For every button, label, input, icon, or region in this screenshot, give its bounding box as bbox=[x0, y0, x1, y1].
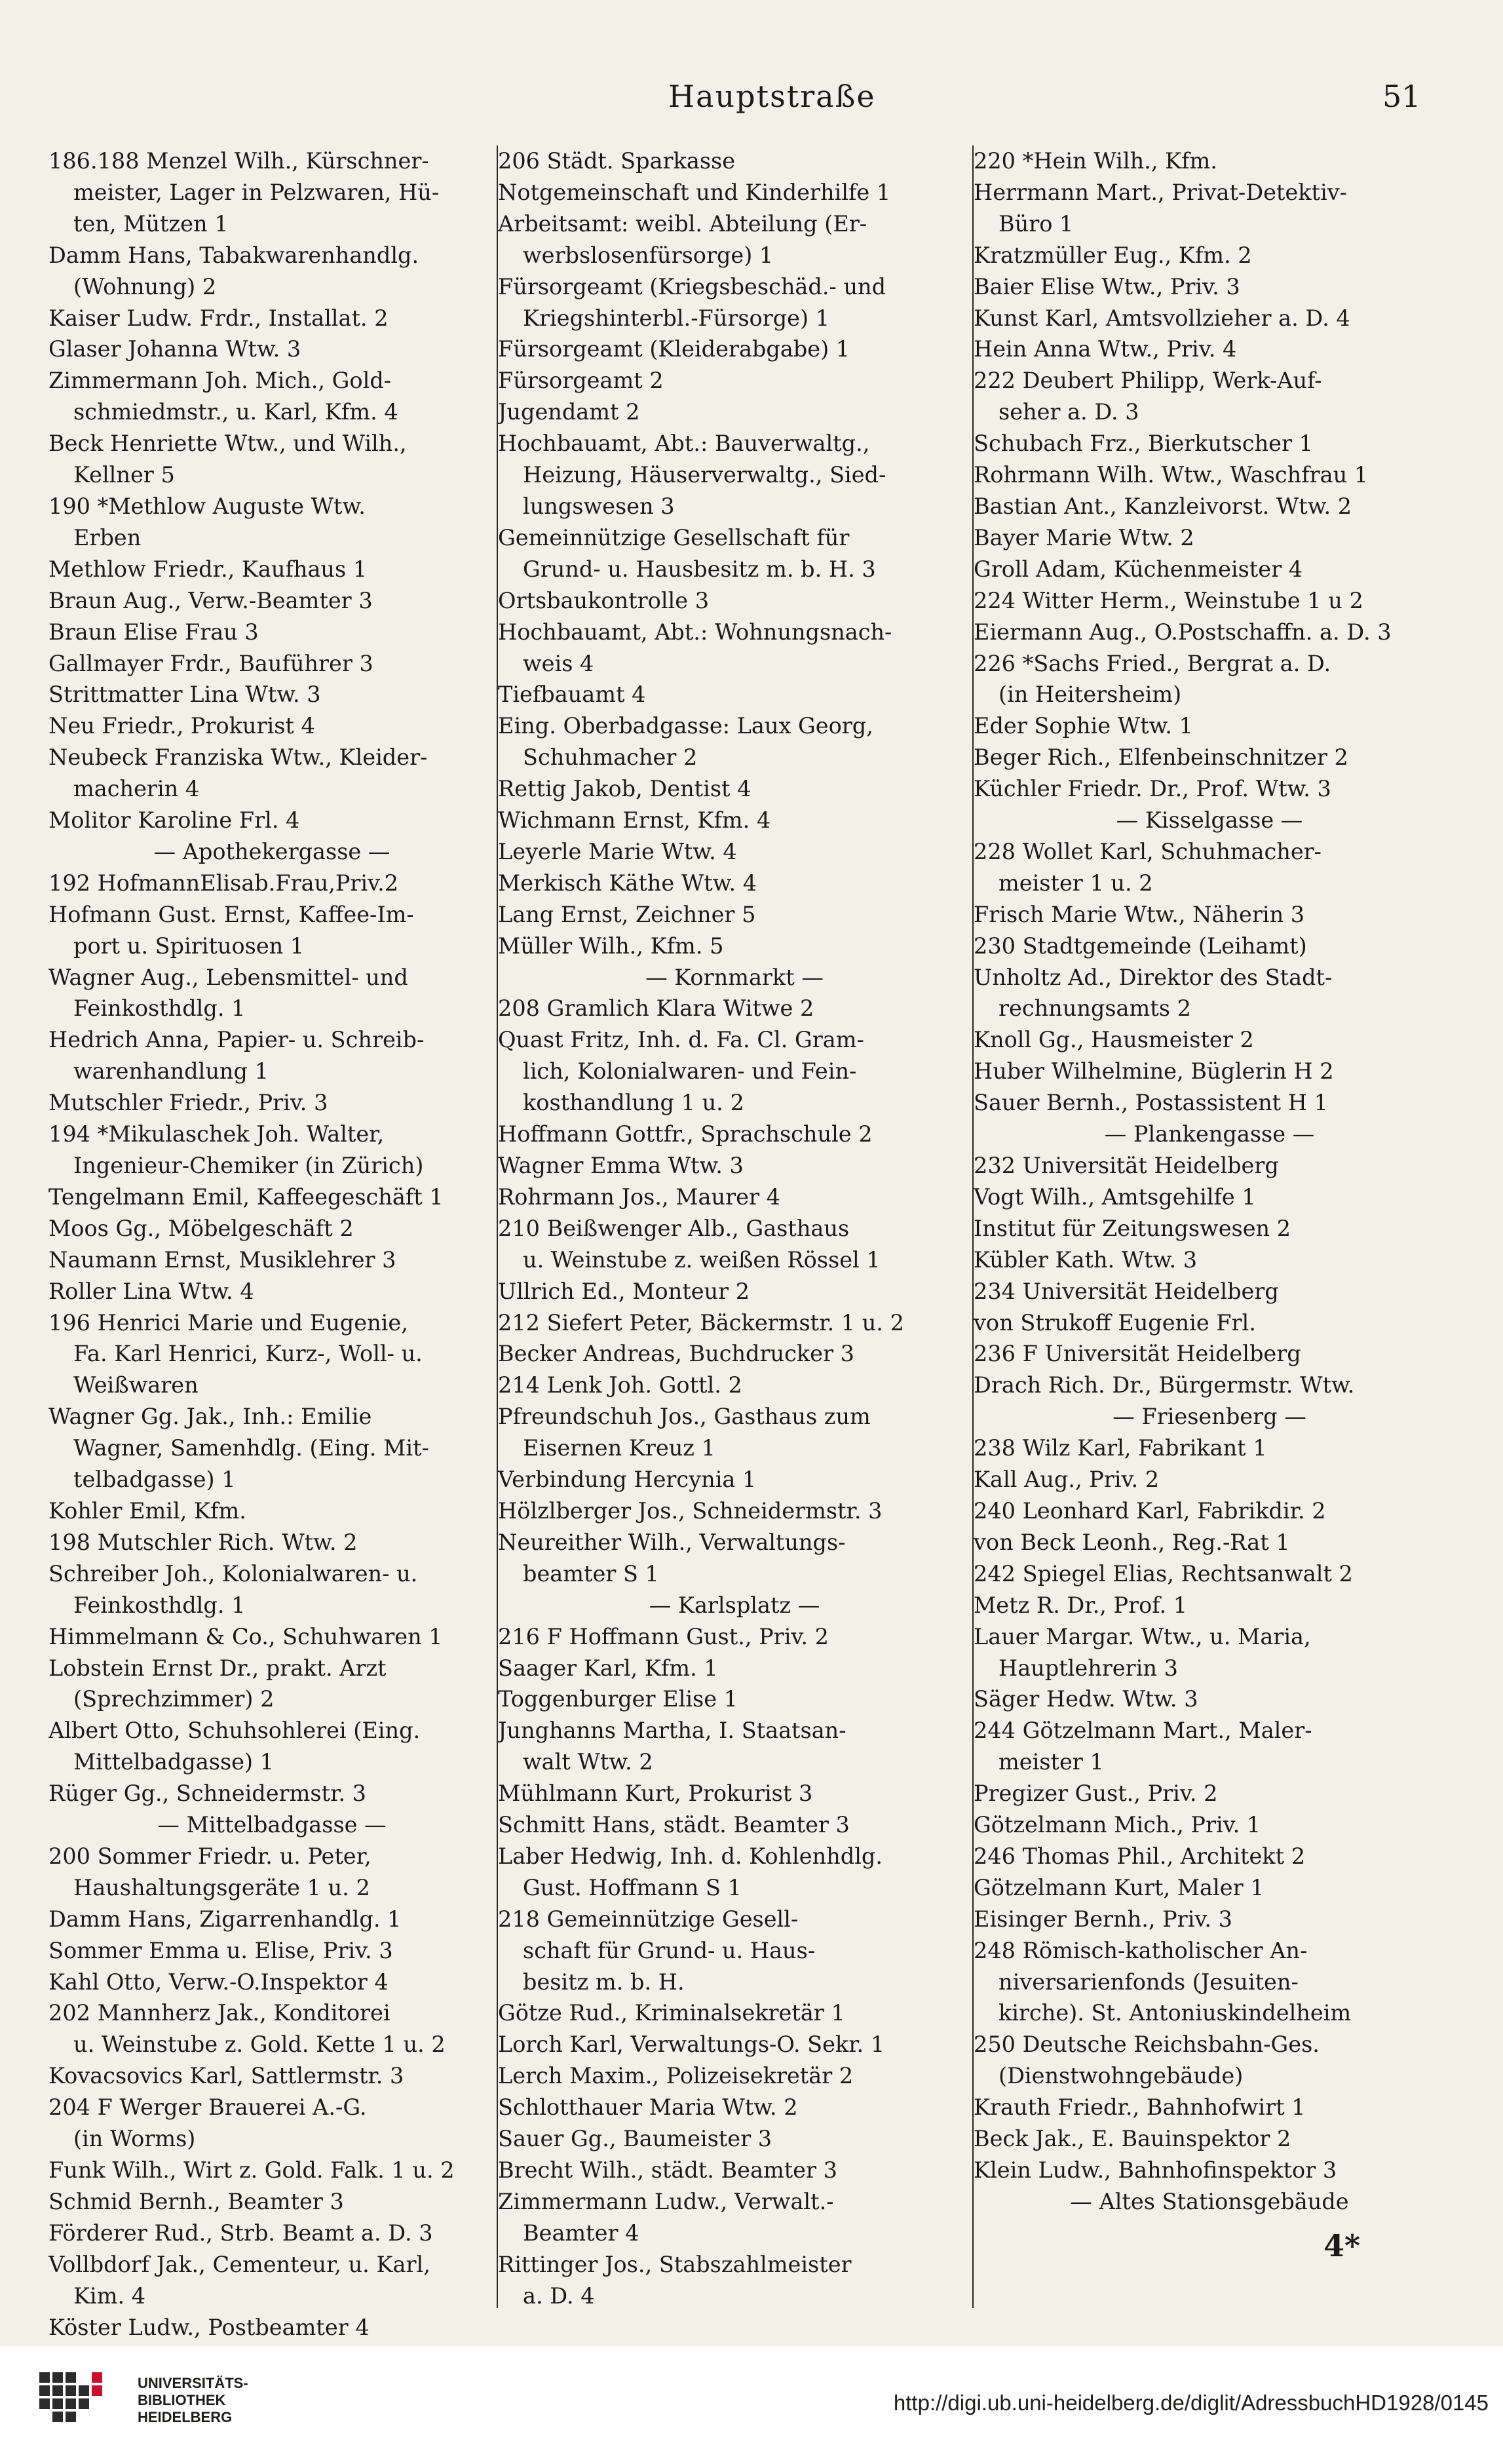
directory-entry: 196 Henrici Marie und Eugenie, bbox=[48, 1309, 408, 1336]
directory-entry: Funk Wilh., Wirt z. Gold. Falk. 1 u. 2 bbox=[48, 2157, 455, 2183]
directory-entry: Ingenieur-Chemiker (in Zürich) bbox=[73, 1153, 424, 1178]
directory-entry: Hauptlehrerin 3 bbox=[999, 1655, 1178, 1681]
directory-entry: rechnungsamts 2 bbox=[999, 995, 1191, 1022]
directory-column-3 bbox=[974, 145, 1445, 2308]
directory-entry: Fürsorgeamt (Kleiderabgabe) 1 bbox=[498, 336, 850, 362]
directory-entry: Kohler Emil, Kfm. bbox=[48, 1497, 246, 1524]
directory-entry: Eisernen Kreuz 1 bbox=[523, 1435, 715, 1461]
directory-entry: weis 4 bbox=[523, 650, 594, 676]
directory-entry: niversarienfonds (Jesuiten- bbox=[999, 1969, 1299, 1995]
directory-entry: kirche). St. Antoniuskindelheim bbox=[999, 2000, 1352, 2026]
directory-entry: Arbeitsamt: weibl. Abteilung (Er- bbox=[498, 210, 867, 237]
directory-entry: Beger Rich., Elfenbeinschnitzer 2 bbox=[974, 744, 1348, 771]
directory-entry: Köster Ludw., Postbeamter 4 bbox=[48, 2314, 370, 2340]
directory-entry: 236 F Universität Heidelberg bbox=[974, 1341, 1301, 1367]
directory-entry: Bayer Marie Wtw. 2 bbox=[974, 524, 1194, 550]
directory-entry: Rettig Jakob, Dentist 4 bbox=[498, 776, 752, 802]
street-heading: — Plankengasse — bbox=[1104, 1121, 1315, 1147]
directory-entry: Wagner Aug., Lebensmittel- und bbox=[48, 964, 408, 990]
directory-entry: (Dienstwohngebäude) bbox=[999, 2063, 1244, 2089]
directory-entry: 194 *Mikulaschek Joh. Walter, bbox=[48, 1121, 385, 1147]
directory-entry: Lerch Maxim., Polizeisekretär 2 bbox=[498, 2063, 854, 2089]
library-logo-icon bbox=[26, 2359, 131, 2438]
directory-entry: Eing. Oberbadgasse: Laux Georg, bbox=[498, 713, 873, 739]
directory-entry: Götzelmann Mich., Priv. 1 bbox=[974, 1812, 1261, 1838]
directory-entry: meister 1 u. 2 bbox=[999, 870, 1153, 896]
directory-entry: Ullrich Ed., Monteur 2 bbox=[498, 1278, 750, 1304]
directory-entry: Gemeinnützige Gesellschaft für bbox=[498, 524, 850, 550]
street-heading: — Kornmarkt — bbox=[645, 964, 824, 990]
directory-entry: Brecht Wilh., städt. Beamter 3 bbox=[498, 2157, 837, 2183]
directory-entry: Braun Elise Frau 3 bbox=[48, 619, 259, 645]
directory-entry: Gallmayer Frdr., Bauführer 3 bbox=[48, 650, 373, 676]
directory-entry: 192 HofmannElisab.Frau,Priv.2 bbox=[48, 870, 399, 896]
directory-entry: 198 Mutschler Rich. Wtw. 2 bbox=[48, 1529, 358, 1555]
directory-entry: Beck Henriette Wtw., und Wilh., bbox=[48, 431, 407, 457]
directory-entry: Wagner Gg. Jak., Inh.: Emilie bbox=[48, 1404, 372, 1430]
directory-entry: meister, Lager in Pelzwaren, Hü- bbox=[73, 179, 440, 205]
directory-entry: 216 F Hoffmann Gust., Priv. 2 bbox=[498, 1623, 829, 1649]
directory-entry: Groll Adam, Küchenmeister 4 bbox=[974, 556, 1303, 582]
directory-entry: Kratzmüller Eug., Kfm. 2 bbox=[974, 242, 1252, 268]
directory-entry: Hölzlberger Jos., Schneidermstr. 3 bbox=[498, 1497, 883, 1524]
directory-entry: Zimmermann Joh. Mich., Gold- bbox=[48, 368, 392, 394]
directory-entry: Laber Hedwig, Inh. d. Kohlenhdlg. bbox=[498, 1843, 883, 1869]
directory-entry: von Beck Leonh., Reg.-Rat 1 bbox=[974, 1529, 1290, 1555]
directory-entry: Kriegshinterbl.-Fürsorge) 1 bbox=[523, 305, 830, 331]
directory-entry: Eder Sophie Wtw. 1 bbox=[974, 713, 1193, 739]
directory-entry: lich, Kolonialwaren- und Fein- bbox=[523, 1058, 857, 1085]
directory-entry: (Sprechzimmer) 2 bbox=[73, 1686, 275, 1712]
directory-entry: Wagner Emma Wtw. 3 bbox=[498, 1153, 744, 1178]
street-heading: — Apothekergasse — bbox=[153, 838, 390, 864]
directory-entry: 238 Wilz Karl, Fabrikant 1 bbox=[974, 1435, 1267, 1461]
directory-entry: Mutschler Friedr., Priv. 3 bbox=[48, 1090, 328, 1116]
street-heading: — Mittelbadgasse — bbox=[157, 1812, 387, 1838]
directory-entry: Kellner 5 bbox=[73, 462, 175, 488]
street-heading: — Kisselgasse — bbox=[1116, 807, 1303, 834]
directory-entry: Verbindung Hercynia 1 bbox=[498, 1467, 757, 1493]
directory-entry: Damm Hans, Tabakwarenhandlg. bbox=[48, 242, 419, 268]
directory-entry: Rüger Gg., Schneidermstr. 3 bbox=[48, 1781, 366, 1807]
directory-entry: Ortsbaukontrolle 3 bbox=[498, 587, 710, 613]
directory-entry: Pfreundschuh Jos., Gasthaus zum bbox=[498, 1404, 871, 1430]
directory-entry: Heizung, Häuserverwaltg., Sied- bbox=[523, 462, 886, 488]
directory-entry: Rohrmann Wilh. Wtw., Waschfrau 1 bbox=[974, 462, 1369, 488]
directory-entry: 230 Stadtgemeinde (Leihamt) bbox=[974, 933, 1307, 959]
directory-entry: Schmid Bernh., Beamter 3 bbox=[48, 2188, 344, 2214]
directory-entry: 190 *Methlow Auguste Wtw. bbox=[48, 493, 366, 519]
directory-entry: Beck Jak., E. Bauinspektor 2 bbox=[974, 2126, 1291, 2152]
directory-entry: Hein Anna Wtw., Priv. 4 bbox=[974, 336, 1237, 362]
directory-entry: Tiefbauamt 4 bbox=[498, 682, 646, 708]
directory-entry: schmiedmstr., u. Karl, Kfm. 4 bbox=[73, 399, 398, 425]
directory-column-2 bbox=[498, 145, 971, 2308]
directory-entry: Jugendamt 2 bbox=[498, 399, 640, 425]
directory-entry: Grund- u. Hausbesitz m. b. H. 3 bbox=[523, 556, 876, 582]
directory-entry: 242 Spiegel Elias, Rechtsanwalt 2 bbox=[974, 1560, 1353, 1587]
directory-entry: 210 Beißwenger Alb., Gasthaus bbox=[498, 1215, 850, 1241]
directory-entry: Frisch Marie Wtw., Näherin 3 bbox=[974, 901, 1305, 927]
directory-entry: Bastian Ant., Kanzleivorst. Wtw. 2 bbox=[974, 493, 1352, 519]
directory-entry: Naumann Ernst, Musiklehrer 3 bbox=[48, 1246, 396, 1273]
directory-entry: walt Wtw. 2 bbox=[523, 1749, 653, 1775]
directory-entry: Albert Otto, Schuhsohlerei (Eing. bbox=[48, 1718, 421, 1744]
directory-entry: Klein Ludw., Bahnhofinspektor 3 bbox=[974, 2157, 1337, 2183]
directory-entry: Fürsorgeamt (Kriegsbeschäd.- und bbox=[498, 273, 886, 299]
street-heading: — Friesenberg — bbox=[1113, 1404, 1306, 1430]
directory-entry: 234 Universität Heidelberg bbox=[974, 1278, 1279, 1304]
directory-entry: Feinkosthdlg. 1 bbox=[73, 1592, 246, 1618]
directory-entry: 240 Leonhard Karl, Fabrikdir. 2 bbox=[974, 1497, 1326, 1524]
directory-entry: Haushaltungsgeräte 1 u. 2 bbox=[73, 1874, 370, 1900]
directory-entry: warenhandlung 1 bbox=[73, 1058, 269, 1085]
directory-entry: Kahl Otto, Verw.-O.Inspektor 4 bbox=[48, 1969, 389, 1995]
source-url[interactable]: http://digi.ub.uni-heidelberg.de/diglit/AdressbuchHD1928/0145 bbox=[893, 2391, 1489, 2415]
directory-entry: 248 Römisch-katholischer An- bbox=[974, 1937, 1308, 1963]
directory-entry: Rohrmann Jos., Maurer 4 bbox=[498, 1184, 780, 1210]
directory-entry: Rittinger Jos., Stabszahlmeister bbox=[498, 2251, 852, 2277]
directory-entry: meister 1 bbox=[999, 1749, 1104, 1775]
directory-entry: von Strukoff Eugenie Frl. bbox=[974, 1309, 1256, 1336]
directory-entry: Förderer Rud., Strb. Beamt a. D. 3 bbox=[48, 2220, 433, 2246]
directory-entry: Schreiber Joh., Kolonialwaren- u. bbox=[48, 1560, 418, 1587]
directory-entry: Zimmermann Ludw., Verwalt.- bbox=[498, 2188, 834, 2214]
directory-entry: 244 Götzelmann Mart., Maler- bbox=[974, 1718, 1312, 1744]
directory-entry: (Wohnung) 2 bbox=[73, 273, 217, 299]
directory-entry: Molitor Karoline Frl. 4 bbox=[48, 807, 300, 834]
directory-entry: Himmelmann & Co., Schuhwaren 1 bbox=[48, 1623, 443, 1649]
directory-entry: besitz m. b. H. bbox=[523, 1969, 685, 1995]
directory-entry: beamter S 1 bbox=[523, 1560, 659, 1587]
directory-entry: Quast Fritz, Inh. d. Fa. Cl. Gram- bbox=[498, 1027, 864, 1053]
directory-entry: Damm Hans, Zigarrenhandlg. 1 bbox=[48, 1906, 402, 1932]
street-heading: — Altes Stationsgebäude bbox=[1070, 2188, 1349, 2214]
directory-entry: Strittmatter Lina Wtw. 3 bbox=[48, 682, 321, 708]
directory-entry: Eisinger Bernh., Priv. 3 bbox=[974, 1906, 1232, 1932]
directory-entry: 204 F Werger Brauerei A.-G. bbox=[48, 2094, 367, 2121]
directory-entry: 218 Gemeinnützige Gesell- bbox=[498, 1906, 799, 1932]
directory-entry: Roller Lina Wtw. 4 bbox=[48, 1278, 254, 1304]
directory-entry: 224 Witter Herm., Weinstube 1 u 2 bbox=[974, 587, 1363, 613]
directory-entry: Säger Hedw. Wtw. 3 bbox=[974, 1686, 1198, 1712]
directory-entry: Hedrich Anna, Papier- u. Schreib- bbox=[48, 1027, 425, 1053]
running-head: Hauptstraße bbox=[668, 79, 876, 114]
page-number: 51 bbox=[1382, 79, 1421, 114]
directory-entry: Herrmann Mart., Privat-Detektiv- bbox=[974, 179, 1347, 205]
directory-entry: 250 Deutsche Reichsbahn-Ges. bbox=[974, 2031, 1320, 2058]
directory-entry: Sommer Emma u. Elise, Priv. 3 bbox=[48, 1937, 393, 1963]
directory-entry: Kovacsovics Karl, Sattlermstr. 3 bbox=[48, 2063, 404, 2089]
directory-entry: Methlow Friedr., Kaufhaus 1 bbox=[48, 556, 368, 582]
directory-entry: Drach Rich. Dr., Bürgermstr. Wtw. bbox=[974, 1372, 1355, 1398]
page-header bbox=[0, 79, 1503, 131]
directory-entry: Mittelbadgasse) 1 bbox=[73, 1749, 274, 1775]
directory-entry: a. D. 4 bbox=[523, 2282, 595, 2309]
directory-entry: Kim. 4 bbox=[73, 2282, 146, 2309]
directory-entry: Küchler Friedr. Dr., Prof. Wtw. 3 bbox=[974, 776, 1331, 802]
library-name-line: BIBLIOTHEK bbox=[138, 2392, 226, 2408]
directory-entry: Neubeck Franziska Wtw., Kleider- bbox=[48, 744, 428, 771]
directory-entry: kosthandlung 1 u. 2 bbox=[523, 1090, 744, 1116]
directory-entry: (in Heitersheim) bbox=[999, 682, 1182, 708]
directory-entry: Vollbdorf Jak., Cementeur, u. Karl, bbox=[48, 2251, 430, 2277]
directory-entry: port u. Spirituosen 1 bbox=[73, 933, 305, 959]
directory-entry: Kall Aug., Priv. 2 bbox=[974, 1467, 1160, 1493]
directory-entry: Beamter 4 bbox=[523, 2220, 639, 2246]
directory-entry: seher a. D. 3 bbox=[999, 399, 1139, 425]
directory-entry: Götze Rud., Kriminalsekretär 1 bbox=[498, 2000, 845, 2026]
directory-entry: Lauer Margar. Wtw., u. Maria, bbox=[974, 1623, 1311, 1649]
directory-entry: Unholtz Ad., Direktor des Stadt- bbox=[974, 964, 1333, 990]
directory-entry: Becker Andreas, Buchdrucker 3 bbox=[498, 1341, 854, 1367]
directory-entry: Fürsorgeamt 2 bbox=[498, 368, 664, 394]
directory-entry: 206 Städt. Sparkasse bbox=[498, 148, 736, 174]
directory-entry: Knoll Gg., Hausmeister 2 bbox=[974, 1027, 1254, 1053]
directory-entry: Lang Ernst, Zeichner 5 bbox=[498, 901, 756, 927]
directory-entry: Krauth Friedr., Bahnhofwirt 1 bbox=[974, 2094, 1306, 2121]
directory-entry: Wichmann Ernst, Kfm. 4 bbox=[498, 807, 771, 834]
directory-entry: lungswesen 3 bbox=[523, 493, 675, 519]
directory-entry: Hoffmann Gottfr., Sprachschule 2 bbox=[498, 1121, 873, 1147]
directory-entry: Müller Wilh., Kfm. 5 bbox=[498, 933, 724, 959]
directory-entry: Baier Elise Wtw., Priv. 3 bbox=[974, 273, 1240, 299]
library-name bbox=[138, 2375, 248, 2426]
directory-entry: Braun Aug., Verw.-Beamter 3 bbox=[48, 587, 373, 613]
directory-entry: ten, Mützen 1 bbox=[73, 210, 229, 237]
library-name-line: HEIDELBERG bbox=[138, 2409, 233, 2425]
directory-entry: Hochbauamt, Abt.: Wohnungsnach- bbox=[498, 619, 892, 645]
directory-entry: Tengelmann Emil, Kaffeegeschäft 1 bbox=[48, 1184, 444, 1210]
directory-entry: werbslosenfürsorge) 1 bbox=[523, 242, 774, 268]
directory-entry: Wagner, Samenhdlg. (Eing. Mit- bbox=[73, 1435, 429, 1461]
directory-entry: (in Worms) bbox=[73, 2126, 196, 2152]
directory-entry: Metz R. Dr., Prof. 1 bbox=[974, 1592, 1188, 1618]
footer-bar bbox=[0, 2346, 1503, 2464]
directory-entry: 222 Deubert Philipp, Werk-Auf- bbox=[974, 368, 1322, 394]
directory-entry: macherin 4 bbox=[73, 776, 200, 802]
directory-entry: Kübler Kath. Wtw. 3 bbox=[974, 1246, 1198, 1273]
directory-entry: Neureither Wilh., Verwaltungs- bbox=[498, 1529, 846, 1555]
directory-entry: Leyerle Marie Wtw. 4 bbox=[498, 838, 737, 864]
directory-entry: 212 Siefert Peter, Bäckermstr. 1 u. 2 bbox=[498, 1309, 904, 1336]
directory-entry: 214 Lenk Joh. Gottl. 2 bbox=[498, 1372, 742, 1398]
directory-entry: 220 *Hein Wilh., Kfm. bbox=[974, 148, 1217, 174]
directory-entry: Schubach Frz., Bierkutscher 1 bbox=[974, 431, 1313, 457]
library-name-line: UNIVERSITÄTS- bbox=[138, 2375, 248, 2391]
directory-entry: 186.188 Menzel Wilh., Kürschner- bbox=[48, 148, 429, 174]
directory-entry: Fa. Karl Henrici, Kurz-, Woll- u. bbox=[73, 1341, 423, 1367]
directory-entry: Kaiser Ludw. Frdr., Installat. 2 bbox=[48, 305, 389, 331]
directory-entry: Hochbauamt, Abt.: Bauverwaltg., bbox=[498, 431, 870, 457]
directory-entry: Erben bbox=[73, 524, 142, 550]
directory-entry: Gust. Hoffmann S 1 bbox=[523, 1874, 742, 1900]
directory-entry: Büro 1 bbox=[999, 210, 1074, 237]
street-heading: — Karlsplatz — bbox=[649, 1592, 820, 1618]
directory-entry: Kunst Karl, Amtsvollzieher a. D. 4 bbox=[974, 305, 1350, 331]
directory-entry: Feinkosthdlg. 1 bbox=[73, 995, 246, 1022]
directory-entry: Institut für Zeitungswesen 2 bbox=[974, 1215, 1291, 1241]
directory-entry: Toggenburger Elise 1 bbox=[498, 1686, 738, 1712]
directory-entry: 232 Universität Heidelberg bbox=[974, 1153, 1279, 1178]
directory-entry: Schlotthauer Maria Wtw. 2 bbox=[498, 2094, 798, 2121]
directory-entry: Weißwaren bbox=[73, 1372, 199, 1398]
directory-column-1 bbox=[48, 145, 495, 2340]
directory-entry: Sauer Bernh., Postassistent H 1 bbox=[974, 1090, 1328, 1116]
directory-entry: Eiermann Aug., O.Postschaffn. a. D. 3 bbox=[974, 619, 1392, 645]
directory-entry: u. Weinstube z. Gold. Kette 1 u. 2 bbox=[73, 2031, 446, 2058]
directory-entry: Moos Gg., Möbelgeschäft 2 bbox=[48, 1215, 354, 1241]
directory-entry: Lobstein Ernst Dr., prakt. Arzt bbox=[48, 1655, 387, 1681]
directory-entry: Sauer Gg., Baumeister 3 bbox=[498, 2126, 772, 2152]
directory-entry: Saager Karl, Kfm. 1 bbox=[498, 1655, 718, 1681]
directory-entry: Neu Friedr., Prokurist 4 bbox=[48, 713, 315, 739]
directory-entry: Schuhmacher 2 bbox=[523, 744, 698, 771]
directory-entry: Lorch Karl, Verwaltungs-O. Sekr. 1 bbox=[498, 2031, 885, 2058]
directory-entry: 246 Thomas Phil., Architekt 2 bbox=[974, 1843, 1306, 1869]
directory-entry: Hofmann Gust. Ernst, Kaffee-Im- bbox=[48, 901, 414, 927]
directory-entry: 202 Mannherz Jak., Konditorei bbox=[48, 2000, 390, 2026]
directory-entry: 228 Wollet Karl, Schuhmacher- bbox=[974, 838, 1322, 864]
directory-entry: Merkisch Käthe Wtw. 4 bbox=[498, 870, 757, 896]
directory-entry: Pregizer Gust., Priv. 2 bbox=[974, 1781, 1218, 1807]
directory-entry: schaft für Grund- u. Haus- bbox=[523, 1937, 816, 1963]
directory-entry: Vogt Wilh., Amtsgehilfe 1 bbox=[974, 1184, 1256, 1210]
directory-entry: Götzelmann Kurt, Maler 1 bbox=[974, 1874, 1265, 1900]
directory-entry: telbadgasse) 1 bbox=[73, 1467, 236, 1493]
directory-entry: Junghanns Martha, I. Staatsan- bbox=[498, 1718, 847, 1744]
directory-entry: 200 Sommer Friedr. u. Peter, bbox=[48, 1843, 371, 1869]
directory-entry: Notgemeinschaft und Kinderhilfe 1 bbox=[498, 179, 891, 205]
directory-entry: Schmitt Hans, städt. Beamter 3 bbox=[498, 1812, 850, 1838]
directory-entry: Glaser Johanna Wtw. 3 bbox=[48, 336, 301, 362]
directory-entry: Mühlmann Kurt, Prokurist 3 bbox=[498, 1781, 813, 1807]
directory-entry: Huber Wilhelmine, Büglerin H 2 bbox=[974, 1058, 1334, 1085]
directory-entry: 226 *Sachs Fried., Bergrat a. D. bbox=[974, 650, 1331, 676]
signature-mark: 4* bbox=[1323, 2228, 1361, 2263]
directory-entry: 208 Gramlich Klara Witwe 2 bbox=[498, 995, 814, 1022]
directory-entry: u. Weinstube z. weißen Rössel 1 bbox=[523, 1246, 881, 1273]
